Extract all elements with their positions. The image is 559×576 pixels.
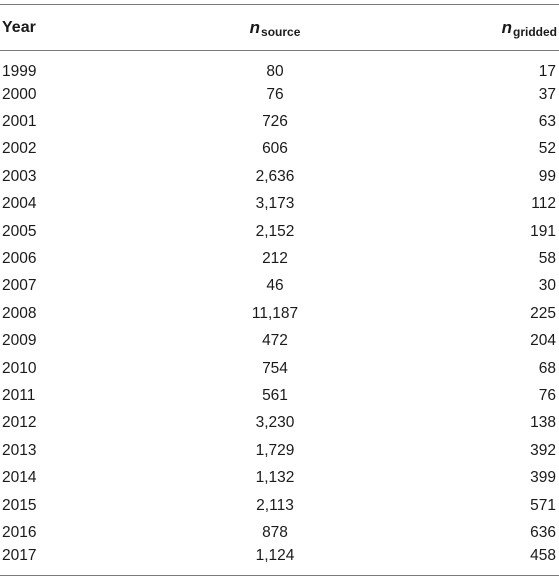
cell-year: 2001 (2, 113, 37, 131)
header-n-gridded-subscript: gridded (513, 24, 557, 39)
cell-n-gridded: 76 (538, 386, 556, 404)
cell-n-gridded: 99 (538, 167, 556, 185)
cell-n-source: 3,173 (255, 195, 295, 213)
cell-year: 2017 (0, 547, 150, 576)
cell-year: 2008 (2, 304, 37, 322)
cell-year: 2016 (2, 523, 37, 541)
cell-year: 2012 (2, 414, 37, 432)
table-row (0, 492, 559, 519)
cell-n-source: 1,124 (150, 547, 400, 576)
header-n-source-symbol: n (249, 17, 261, 37)
cell-n-source: 561 (262, 386, 288, 404)
cell-n-gridded: 458 (400, 547, 559, 576)
cell-n-source: 3,230 (255, 414, 295, 432)
table-row (0, 245, 559, 272)
table-row (0, 163, 559, 190)
cell-n-source: 80 (266, 63, 284, 80)
cell-n-gridded: 138 (530, 414, 556, 432)
cell-n-source: 11,187 (251, 304, 299, 322)
cell-year: 2005 (2, 222, 37, 240)
cell-year: 2004 (2, 195, 37, 213)
cell-year: 2007 (2, 277, 37, 295)
header-n-gridded-symbol: n (501, 17, 512, 37)
table-row (0, 547, 559, 576)
table-row (0, 464, 559, 491)
header-year: Year (0, 5, 150, 51)
header-n-source-subscript: source (261, 24, 301, 39)
cell-n-gridded: 52 (538, 140, 556, 158)
cell-n-gridded: 17 (538, 63, 556, 80)
table-body (0, 51, 559, 576)
table-row (0, 108, 559, 135)
cell-n-source: 2,113 (256, 496, 294, 514)
cell-year: 2010 (2, 359, 37, 377)
table-row (0, 300, 559, 327)
table-row (0, 519, 559, 546)
table-row (0, 355, 559, 382)
cell-n-source: 1,132 (255, 469, 295, 487)
cell-year: 2009 (2, 332, 37, 350)
header-row (0, 5, 559, 51)
cell-year: 2000 (2, 85, 37, 103)
cell-year: 2002 (2, 140, 37, 158)
header-n-source (150, 5, 400, 51)
cell-n-gridded: 112 (531, 195, 556, 213)
table-row (0, 218, 559, 245)
header-n-gridded (400, 5, 559, 51)
table-row (0, 328, 559, 355)
cell-n-gridded: 30 (538, 277, 556, 295)
table-row (0, 136, 559, 163)
cell-n-gridded: 399 (530, 469, 556, 487)
cell-n-gridded: 63 (538, 113, 556, 131)
cell-n-source: 2,636 (255, 167, 295, 185)
table-row (0, 437, 559, 464)
cell-year: 2003 (2, 167, 37, 185)
cell-n-source: 212 (262, 250, 288, 268)
cell-n-source: 472 (262, 332, 288, 350)
cell-n-gridded: 37 (538, 85, 556, 103)
cell-n-source: 606 (262, 140, 288, 158)
table-row (0, 191, 559, 218)
cell-n-source: 1,729 (255, 441, 295, 459)
table-row (0, 273, 559, 300)
cell-n-gridded: 68 (538, 359, 556, 377)
cell-n-gridded: 636 (530, 523, 556, 541)
cell-year: 2013 (2, 441, 37, 459)
cell-n-source: 726 (262, 113, 288, 131)
cell-n-gridded: 204 (530, 332, 556, 350)
cell-year: 2011 (2, 386, 36, 404)
year-counts-table (0, 4, 559, 576)
cell-n-source: 46 (266, 277, 284, 295)
table-row (0, 81, 559, 108)
cell-year: 2006 (2, 250, 37, 268)
cell-n-gridded: 225 (530, 304, 556, 322)
cell-year: 1999 (2, 63, 37, 80)
table-row (0, 51, 559, 82)
cell-year: 2014 (2, 469, 37, 487)
cell-n-gridded: 191 (530, 222, 556, 240)
cell-n-source: 754 (262, 359, 288, 377)
table-row (0, 410, 559, 437)
cell-n-gridded: 571 (530, 496, 556, 514)
cell-n-gridded: 392 (530, 441, 556, 459)
table-row (0, 382, 559, 409)
cell-n-source: 2,152 (255, 222, 295, 240)
cell-n-source: 878 (262, 523, 288, 541)
cell-n-gridded: 58 (538, 250, 556, 268)
table-header (0, 5, 559, 51)
cell-n-source: 76 (266, 85, 284, 103)
cell-year: 2015 (2, 496, 37, 514)
